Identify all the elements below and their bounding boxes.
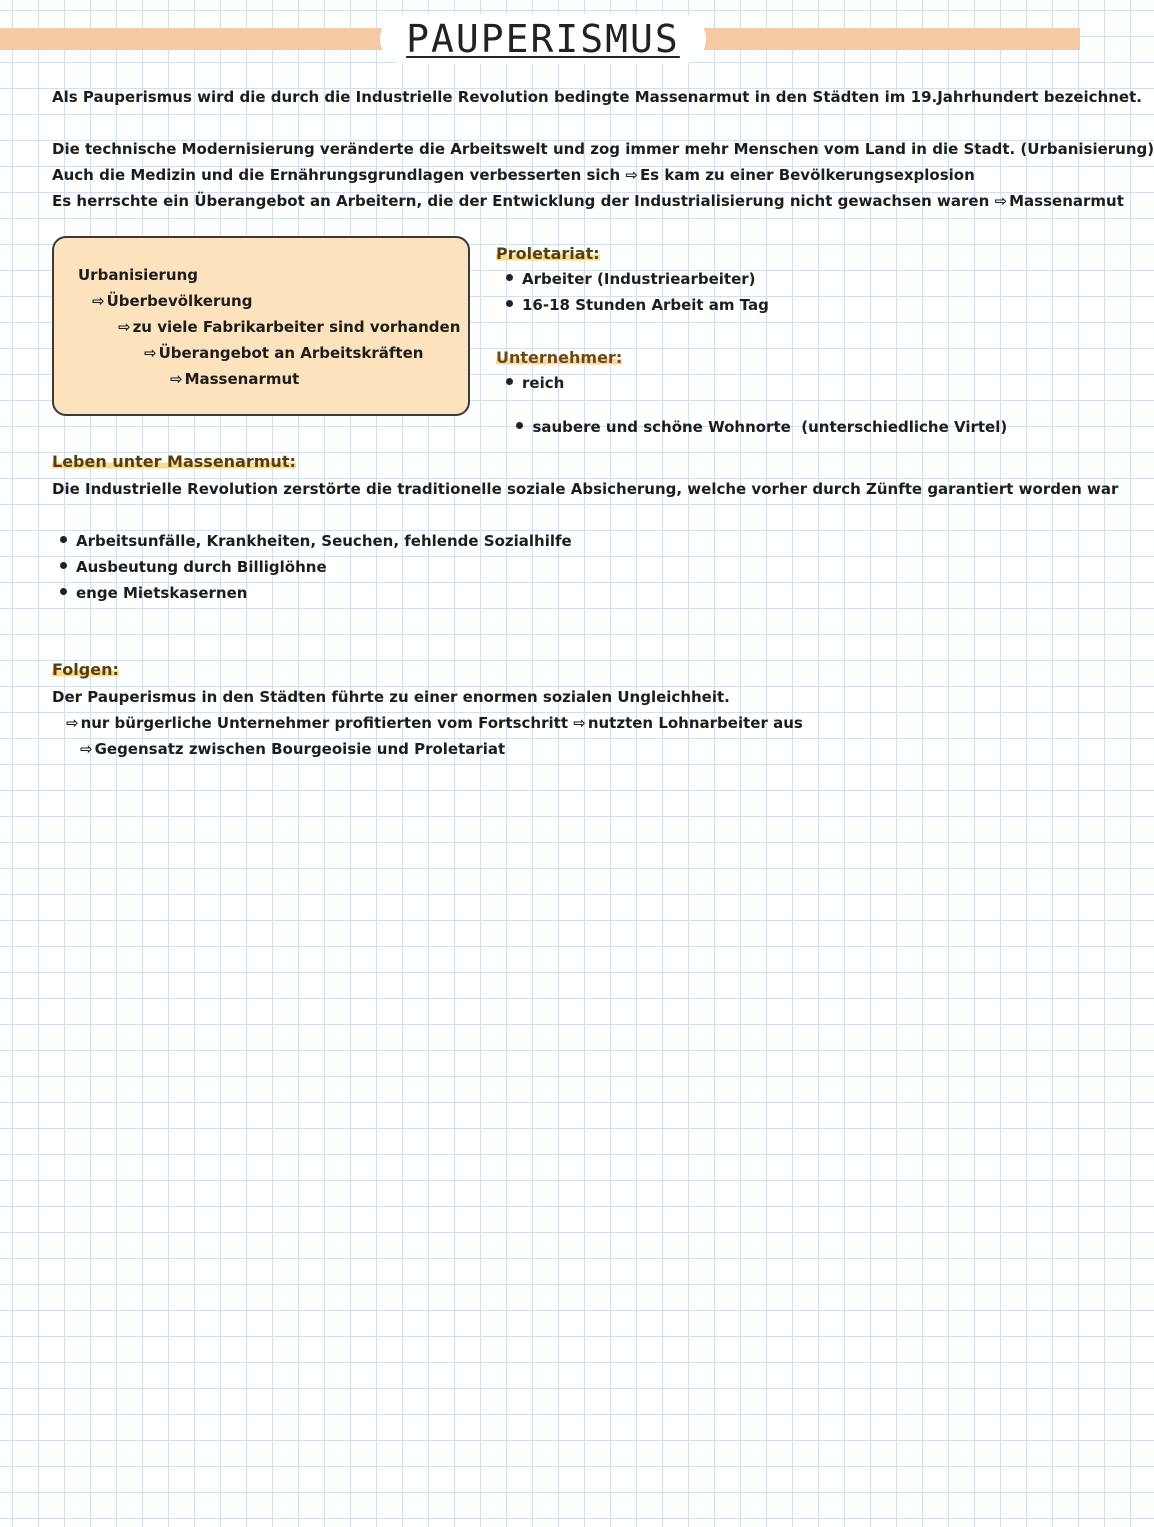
leben-text: Die Industrielle Revolution zerstörte die traditionelle soziale Absicherung, welche vorher durch Zünfte garantiert worden war bbox=[52, 480, 1119, 498]
bullet-icon bbox=[506, 274, 513, 281]
intro-line-2-cause: Auch die Medizin und die Ernährungsgrundlagen verbesserten sich bbox=[52, 166, 621, 184]
bullet-icon bbox=[60, 588, 67, 595]
folgen-point-1-cause: nur bürgerliche Unternehmer profitierten vom Fortschritt bbox=[80, 714, 568, 732]
intro-line-2 bbox=[52, 166, 975, 184]
folgen-heading: Folgen: bbox=[52, 660, 119, 679]
chain-step-2-label: zu viele Fabrikarbeiter sind vorhanden bbox=[132, 318, 461, 336]
unternehmer-item bbox=[506, 374, 564, 392]
leben-item bbox=[60, 532, 572, 550]
leben-item bbox=[60, 584, 247, 602]
arrow-right-icon: ⇨ bbox=[118, 318, 131, 336]
leben-item-label: enge Mietskasernen bbox=[76, 584, 248, 602]
bullet-icon bbox=[506, 378, 513, 385]
folgen-point-1-effect: nutzten Lohnarbeiter aus bbox=[587, 714, 803, 732]
unternehmer-item-label: saubere und schöne Wohnorte (unterschiedliche Virtel) bbox=[532, 418, 1008, 436]
bullet-icon bbox=[60, 562, 67, 569]
chain-step-4-label: Massenarmut bbox=[184, 370, 300, 388]
leben-item-label: Ausbeutung durch Billiglöhne bbox=[76, 558, 327, 576]
arrow-right-icon: ⇨ bbox=[92, 292, 105, 310]
folgen-point-2 bbox=[80, 740, 505, 758]
arrow-right-icon: ⇨ bbox=[994, 192, 1008, 210]
proletariat-item-label: Arbeiter (Industriearbeiter) bbox=[522, 270, 756, 288]
unternehmer-heading: Unternehmer: bbox=[496, 348, 623, 367]
unternehmer-item-label: reich bbox=[522, 374, 565, 392]
intro-line-3 bbox=[52, 192, 1124, 210]
bullet-icon bbox=[60, 536, 67, 543]
unternehmer-item bbox=[506, 400, 1007, 436]
arrow-right-icon: ⇨ bbox=[80, 740, 93, 758]
chain-start: Urbanisierung bbox=[78, 266, 198, 284]
leben-item bbox=[60, 558, 327, 576]
chain-step-2 bbox=[118, 318, 460, 336]
bullet-icon bbox=[516, 422, 523, 429]
chain-step-4 bbox=[170, 370, 299, 388]
folgen-point-1 bbox=[66, 714, 803, 732]
arrow-right-icon: ⇨ bbox=[625, 166, 638, 184]
chain-step-1 bbox=[92, 292, 252, 310]
proletariat-item bbox=[506, 296, 769, 314]
leben-item-label: Arbeitsunfälle, Krankheiten, Seuchen, fehlende Sozialhilfe bbox=[76, 532, 572, 550]
page-title: PAUPERISMUS bbox=[406, 17, 680, 61]
definition-text: Als Pauperismus wird die durch die Industrielle Revolution bedingte Massenarmut in den Städten im 19.Jahrhundert bezeichnet. bbox=[52, 88, 1142, 106]
arrow-right-icon: ⇨ bbox=[573, 714, 586, 732]
proletariat-heading: Proletariat: bbox=[496, 244, 600, 263]
proletariat-item-label: 16-18 Stunden Arbeit am Tag bbox=[522, 296, 769, 314]
chain-step-3-label: Überangebot an Arbeitskräften bbox=[158, 344, 424, 362]
chain-step-1-label: Überbevölkerung bbox=[106, 292, 253, 310]
title-container bbox=[380, 14, 706, 64]
bullet-icon bbox=[506, 300, 513, 307]
arrow-right-icon: ⇨ bbox=[144, 344, 157, 362]
leben-heading: Leben unter Massenarmut: bbox=[52, 452, 296, 471]
folgen-point-2-label: Gegensatz zwischen Bourgeoisie und Proletariat bbox=[94, 740, 506, 758]
proletariat-item bbox=[506, 270, 756, 288]
intro-line-3-effect: Massenarmut bbox=[1009, 192, 1124, 210]
intro-line-2-effect: Es kam zu einer Bevölkerungsexplosion bbox=[639, 166, 975, 184]
chain-step-3 bbox=[144, 344, 423, 362]
arrow-right-icon: ⇨ bbox=[66, 714, 79, 732]
intro-line-3-cause: Es herrschte ein Überangebot an Arbeitern, die der Entwicklung der Industrialisierung nicht gewachsen waren bbox=[52, 192, 990, 210]
folgen-text: Der Pauperismus in den Städten führte zu einer enormen sozialen Ungleichheit. bbox=[52, 688, 730, 706]
intro-line-1: Die technische Modernisierung veränderte die Arbeitswelt und zog immer mehr Menschen vom Land in die Stadt. (Urbanisierung) bbox=[52, 140, 1154, 158]
arrow-right-icon: ⇨ bbox=[170, 370, 183, 388]
